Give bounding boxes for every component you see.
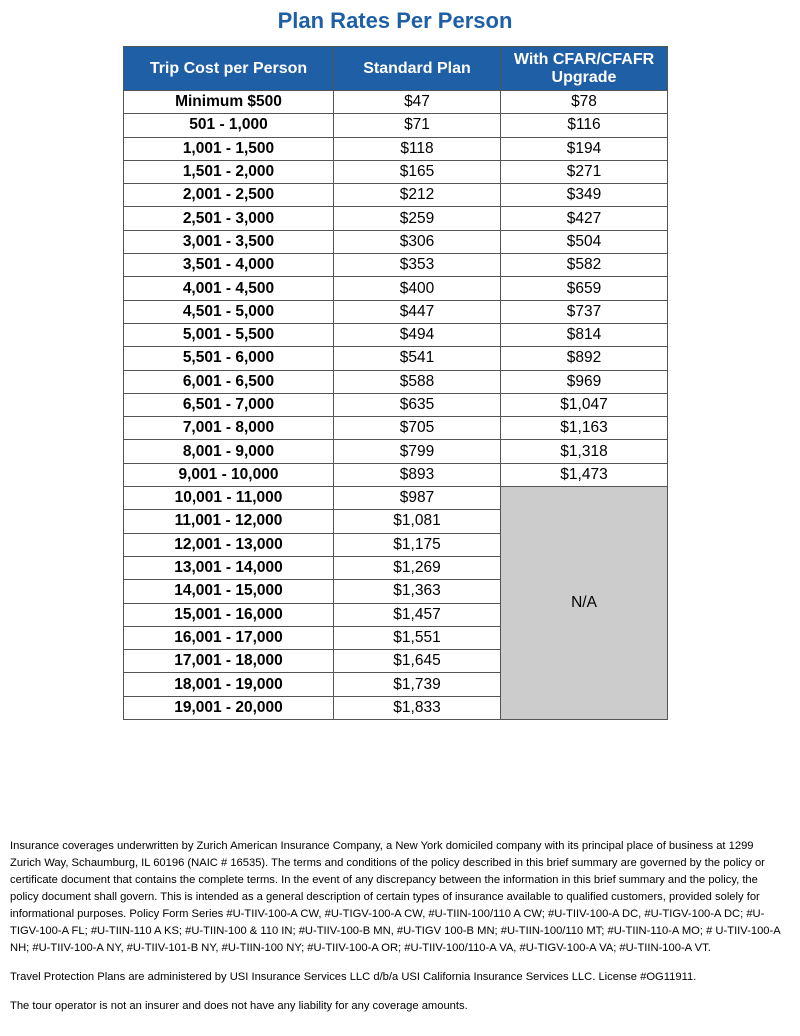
header-trip-cost: Trip Cost per Person	[124, 47, 334, 91]
standard-plan-cell: $1,363	[334, 580, 501, 603]
trip-cost-cell: 3,001 - 3,500	[124, 230, 334, 253]
trip-cost-cell: 18,001 - 19,000	[124, 673, 334, 696]
table-row	[124, 417, 668, 440]
trip-cost-cell: 4,501 - 5,000	[124, 300, 334, 323]
table-row	[124, 207, 668, 230]
standard-plan-cell: $306	[334, 230, 501, 253]
trip-cost-cell: 5,001 - 5,500	[124, 323, 334, 346]
table-row	[124, 347, 668, 370]
trip-cost-cell: 501 - 1,000	[124, 114, 334, 137]
cfar-upgrade-cell: $78	[501, 91, 668, 114]
cfar-upgrade-cell: $969	[501, 370, 668, 393]
standard-plan-cell: $1,833	[334, 696, 501, 719]
standard-plan-cell: $541	[334, 347, 501, 370]
standard-plan-cell: $494	[334, 323, 501, 346]
table-row	[124, 277, 668, 300]
cfar-upgrade-cell: $116	[501, 114, 668, 137]
standard-plan-cell: $1,551	[334, 626, 501, 649]
trip-cost-cell: 2,501 - 3,000	[124, 207, 334, 230]
cfar-upgrade-cell: $194	[501, 137, 668, 160]
cfar-upgrade-cell: $504	[501, 230, 668, 253]
standard-plan-cell: $118	[334, 137, 501, 160]
cfar-upgrade-cell: $1,047	[501, 393, 668, 416]
disclaimer-administrator: Travel Protection Plans are administered by USI Insurance Services LLC d/b/a USI California Insurance Services LLC. License #OG11911.	[10, 971, 697, 983]
standard-plan-cell: $1,457	[334, 603, 501, 626]
standard-plan-cell: $705	[334, 417, 501, 440]
table-row	[124, 114, 668, 137]
standard-plan-cell: $1,081	[334, 510, 501, 533]
rates-table-body	[124, 91, 668, 720]
standard-plan-cell: $799	[334, 440, 501, 463]
table-row	[124, 230, 668, 253]
table-row	[124, 370, 668, 393]
trip-cost-cell: 14,001 - 15,000	[124, 580, 334, 603]
standard-plan-cell: $165	[334, 160, 501, 183]
cfar-upgrade-cell: $1,473	[501, 463, 668, 486]
standard-plan-cell: $353	[334, 254, 501, 277]
disclaimer-underwriting: Insurance coverages underwritten by Zurich American Insurance Company, a New York domiciled company with its principal place of business at 1299 Zurich Way, Schaumburg, IL 60196 (NAIC # 16535). The terms and conditions of the policy described in this brief summary are governed by the policy or certificate document that contains the complete terms. In the event of any discrepancy between the information in this brief summary and the policy, the policy document shall govern. This is intended as a general description of certain types of insurance available to qualified customers, provided solely for informational purposes. Policy Form Series #U-TIIV-100-A CW, #U-TIGV-100-A CW, #U-TIIN-100/110 A CW; #U-TIIV-100-A DC, #U-TIGV-100-A DC; #U-TIGV-100-A FL; #U-TIIN-110 A KS; #U-TIIN-100 & 110 IN; #U-TIIV-100-B MN, #U-TIGV 100-B MN; #U-TIIN-100/110 MT; #U-TIIN-110-A MO; # U-TIIV-100-A NH; #U-TIIV-100-A NY, #U-TIIV-101-B NY, #U-TIIN-100 NY; #U-TIIV-100-A OR; #U-TIIV-100/110-A VA, #U-TIGV-100-A VA; #U-TIIN-100-A VT.	[10, 840, 781, 954]
standard-plan-cell: $1,739	[334, 673, 501, 696]
trip-cost-cell: 17,001 - 18,000	[124, 650, 334, 673]
table-row	[124, 463, 668, 486]
trip-cost-cell: 9,001 - 10,000	[124, 463, 334, 486]
trip-cost-cell: 6,001 - 6,500	[124, 370, 334, 393]
table-row	[124, 300, 668, 323]
trip-cost-cell: 1,501 - 2,000	[124, 160, 334, 183]
cfar-upgrade-cell: $737	[501, 300, 668, 323]
cfar-upgrade-cell: $582	[501, 254, 668, 277]
cfar-upgrade-cell: $892	[501, 347, 668, 370]
trip-cost-cell: 19,001 - 20,000	[124, 696, 334, 719]
trip-cost-cell: 8,001 - 9,000	[124, 440, 334, 463]
not-available-cell: N/A	[501, 487, 668, 720]
table-header-row	[124, 47, 668, 91]
header-standard-plan: Standard Plan	[334, 47, 501, 91]
trip-cost-cell: 4,001 - 4,500	[124, 277, 334, 300]
standard-plan-cell: $893	[334, 463, 501, 486]
trip-cost-cell: 1,001 - 1,500	[124, 137, 334, 160]
trip-cost-cell: 11,001 - 12,000	[124, 510, 334, 533]
page-title: Plan Rates Per Person	[277, 8, 513, 33]
trip-cost-cell: 3,501 - 4,000	[124, 254, 334, 277]
standard-plan-cell: $447	[334, 300, 501, 323]
disclaimer-tour-operator: The tour operator is not an insurer and does not have any liability for any coverage amounts.	[10, 1000, 468, 1012]
trip-cost-cell: 2,001 - 2,500	[124, 184, 334, 207]
table-row	[124, 393, 668, 416]
standard-plan-cell: $1,645	[334, 650, 501, 673]
table-row	[124, 323, 668, 346]
rates-table	[123, 46, 668, 720]
table-row	[124, 137, 668, 160]
cfar-upgrade-cell: $814	[501, 323, 668, 346]
cfar-upgrade-cell: $1,318	[501, 440, 668, 463]
standard-plan-cell: $400	[334, 277, 501, 300]
trip-cost-cell: 16,001 - 17,000	[124, 626, 334, 649]
standard-plan-cell: $635	[334, 393, 501, 416]
trip-cost-cell: 7,001 - 8,000	[124, 417, 334, 440]
table-row	[124, 440, 668, 463]
table-row	[124, 254, 668, 277]
trip-cost-cell: 12,001 - 13,000	[124, 533, 334, 556]
cfar-upgrade-cell: $1,163	[501, 417, 668, 440]
header-cfar-upgrade: With CFAR/CFAFR Upgrade	[501, 47, 668, 91]
trip-cost-cell: 15,001 - 16,000	[124, 603, 334, 626]
standard-plan-cell: $588	[334, 370, 501, 393]
standard-plan-cell: $47	[334, 91, 501, 114]
cfar-upgrade-cell: $271	[501, 160, 668, 183]
trip-cost-cell: Minimum $500	[124, 91, 334, 114]
cfar-upgrade-cell: $659	[501, 277, 668, 300]
table-row	[124, 160, 668, 183]
standard-plan-cell: $987	[334, 487, 501, 510]
table-row	[124, 487, 668, 510]
trip-cost-cell: 6,501 - 7,000	[124, 393, 334, 416]
standard-plan-cell: $259	[334, 207, 501, 230]
trip-cost-cell: 5,501 - 6,000	[124, 347, 334, 370]
trip-cost-cell: 13,001 - 14,000	[124, 556, 334, 579]
table-row	[124, 91, 668, 114]
standard-plan-cell: $1,175	[334, 533, 501, 556]
standard-plan-cell: $1,269	[334, 556, 501, 579]
disclaimer	[10, 838, 785, 1027]
trip-cost-cell: 10,001 - 11,000	[124, 487, 334, 510]
cfar-upgrade-cell: $349	[501, 184, 668, 207]
table-row	[124, 184, 668, 207]
standard-plan-cell: $212	[334, 184, 501, 207]
cfar-upgrade-cell: $427	[501, 207, 668, 230]
standard-plan-cell: $71	[334, 114, 501, 137]
